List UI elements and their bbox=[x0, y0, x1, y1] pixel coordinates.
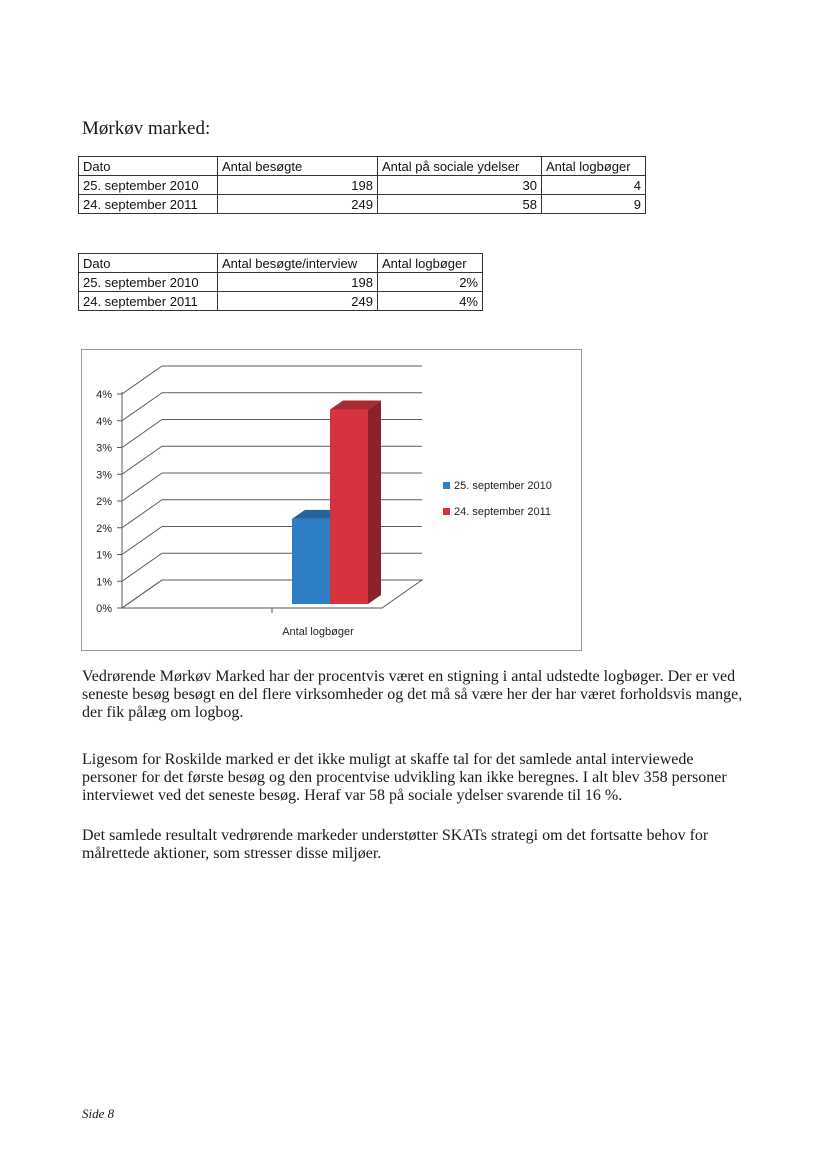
header-cell: Dato bbox=[79, 254, 218, 273]
y-tick-label: 0% bbox=[96, 603, 112, 615]
y-tick-label: 3% bbox=[96, 442, 112, 455]
table-cell: 249 bbox=[218, 292, 378, 311]
gridline-side bbox=[122, 553, 162, 581]
gridline-side bbox=[122, 366, 162, 394]
y-tick-label: 1% bbox=[96, 549, 112, 562]
y-tick-label: 1% bbox=[96, 576, 112, 589]
y-tick-label: 4% bbox=[96, 415, 112, 428]
y-tick-label: 2% bbox=[96, 522, 112, 535]
table-row bbox=[79, 195, 646, 214]
gridline-side bbox=[122, 420, 162, 448]
table-cell: 30 bbox=[378, 176, 542, 195]
paragraph: Det samlede resultalt vedrørende markeder understøtter SKATs strategi om det fortsatte behov for målrettede aktioner, som stresser disse miljøer. bbox=[82, 827, 709, 862]
table-cell: 25. september 2010 bbox=[79, 273, 218, 292]
legend-swatch bbox=[443, 482, 450, 489]
gridline-side bbox=[122, 527, 162, 555]
y-tick-label: 4% bbox=[96, 389, 112, 401]
bar bbox=[292, 519, 330, 604]
bar bbox=[330, 410, 368, 604]
paragraph: Vedrørende Mørkøv Marked har der procentvis været en stigning i antal udstedte logbøger. Der er ved seneste besøg besøgt en del flere virksomheder og det må så være her der har været forholdsvis mange, der fik pålæg om logbog. bbox=[82, 668, 743, 721]
table-cell: 25. september 2010 bbox=[79, 176, 218, 195]
header-cell: Antal besøgte/interview bbox=[218, 254, 378, 273]
chart-canvas bbox=[82, 350, 582, 650]
y-tick-label: 2% bbox=[96, 496, 112, 508]
table-row bbox=[79, 292, 483, 311]
paragraph: Ligesom for Roskilde marked er det ikke muligt at skaffe tal for det samlede antal interviewede personer for det første besøg og den procentvise udvikling kan ikke beregnes. I alt blev 358 personer interviewet ved det seneste besøg. Heraf var 58 på sociale ydelser svarende til 16 %. bbox=[82, 751, 727, 804]
table-header-row bbox=[79, 157, 646, 176]
table-header-row bbox=[79, 254, 483, 273]
header-cell: Antal besøgte bbox=[218, 157, 378, 176]
section-heading: Mørkøv marked: bbox=[82, 118, 211, 139]
page-number: Side 8 bbox=[82, 1106, 115, 1121]
y-tick-label: 3% bbox=[96, 469, 112, 482]
table-cell: 198 bbox=[218, 273, 378, 292]
table-cell: 2% bbox=[378, 273, 483, 292]
gridline-side bbox=[122, 500, 162, 528]
header-cell: Antal logbøger bbox=[378, 254, 483, 273]
visits-table bbox=[78, 156, 646, 214]
gridline-side bbox=[122, 446, 162, 474]
table-cell: 24. september 2011 bbox=[79, 195, 218, 214]
table-cell: 198 bbox=[218, 176, 378, 195]
header-cell: Dato bbox=[79, 157, 218, 176]
table-cell: 58 bbox=[378, 195, 542, 214]
logbook-chart bbox=[81, 349, 582, 651]
gridline-side bbox=[122, 393, 162, 421]
gridline-side bbox=[122, 473, 162, 501]
table-cell: 4% bbox=[378, 292, 483, 311]
header-cell: Antal på sociale ydelser bbox=[378, 157, 542, 176]
legend-label: 25. september 2010 bbox=[454, 480, 552, 492]
table-row bbox=[79, 273, 483, 292]
header-cell: Antal logbøger bbox=[542, 157, 646, 176]
table-cell: 4 bbox=[542, 176, 646, 195]
logbook-percent-table bbox=[78, 253, 483, 311]
x-category-label: Antal logbøger bbox=[282, 626, 354, 638]
table-cell: 24. september 2011 bbox=[79, 292, 218, 311]
table-row bbox=[79, 176, 646, 195]
table-cell: 9 bbox=[542, 195, 646, 214]
legend-swatch bbox=[443, 508, 450, 515]
legend-label: 24. september 2011 bbox=[454, 506, 552, 518]
bar-side bbox=[368, 401, 381, 604]
table-cell: 249 bbox=[218, 195, 378, 214]
